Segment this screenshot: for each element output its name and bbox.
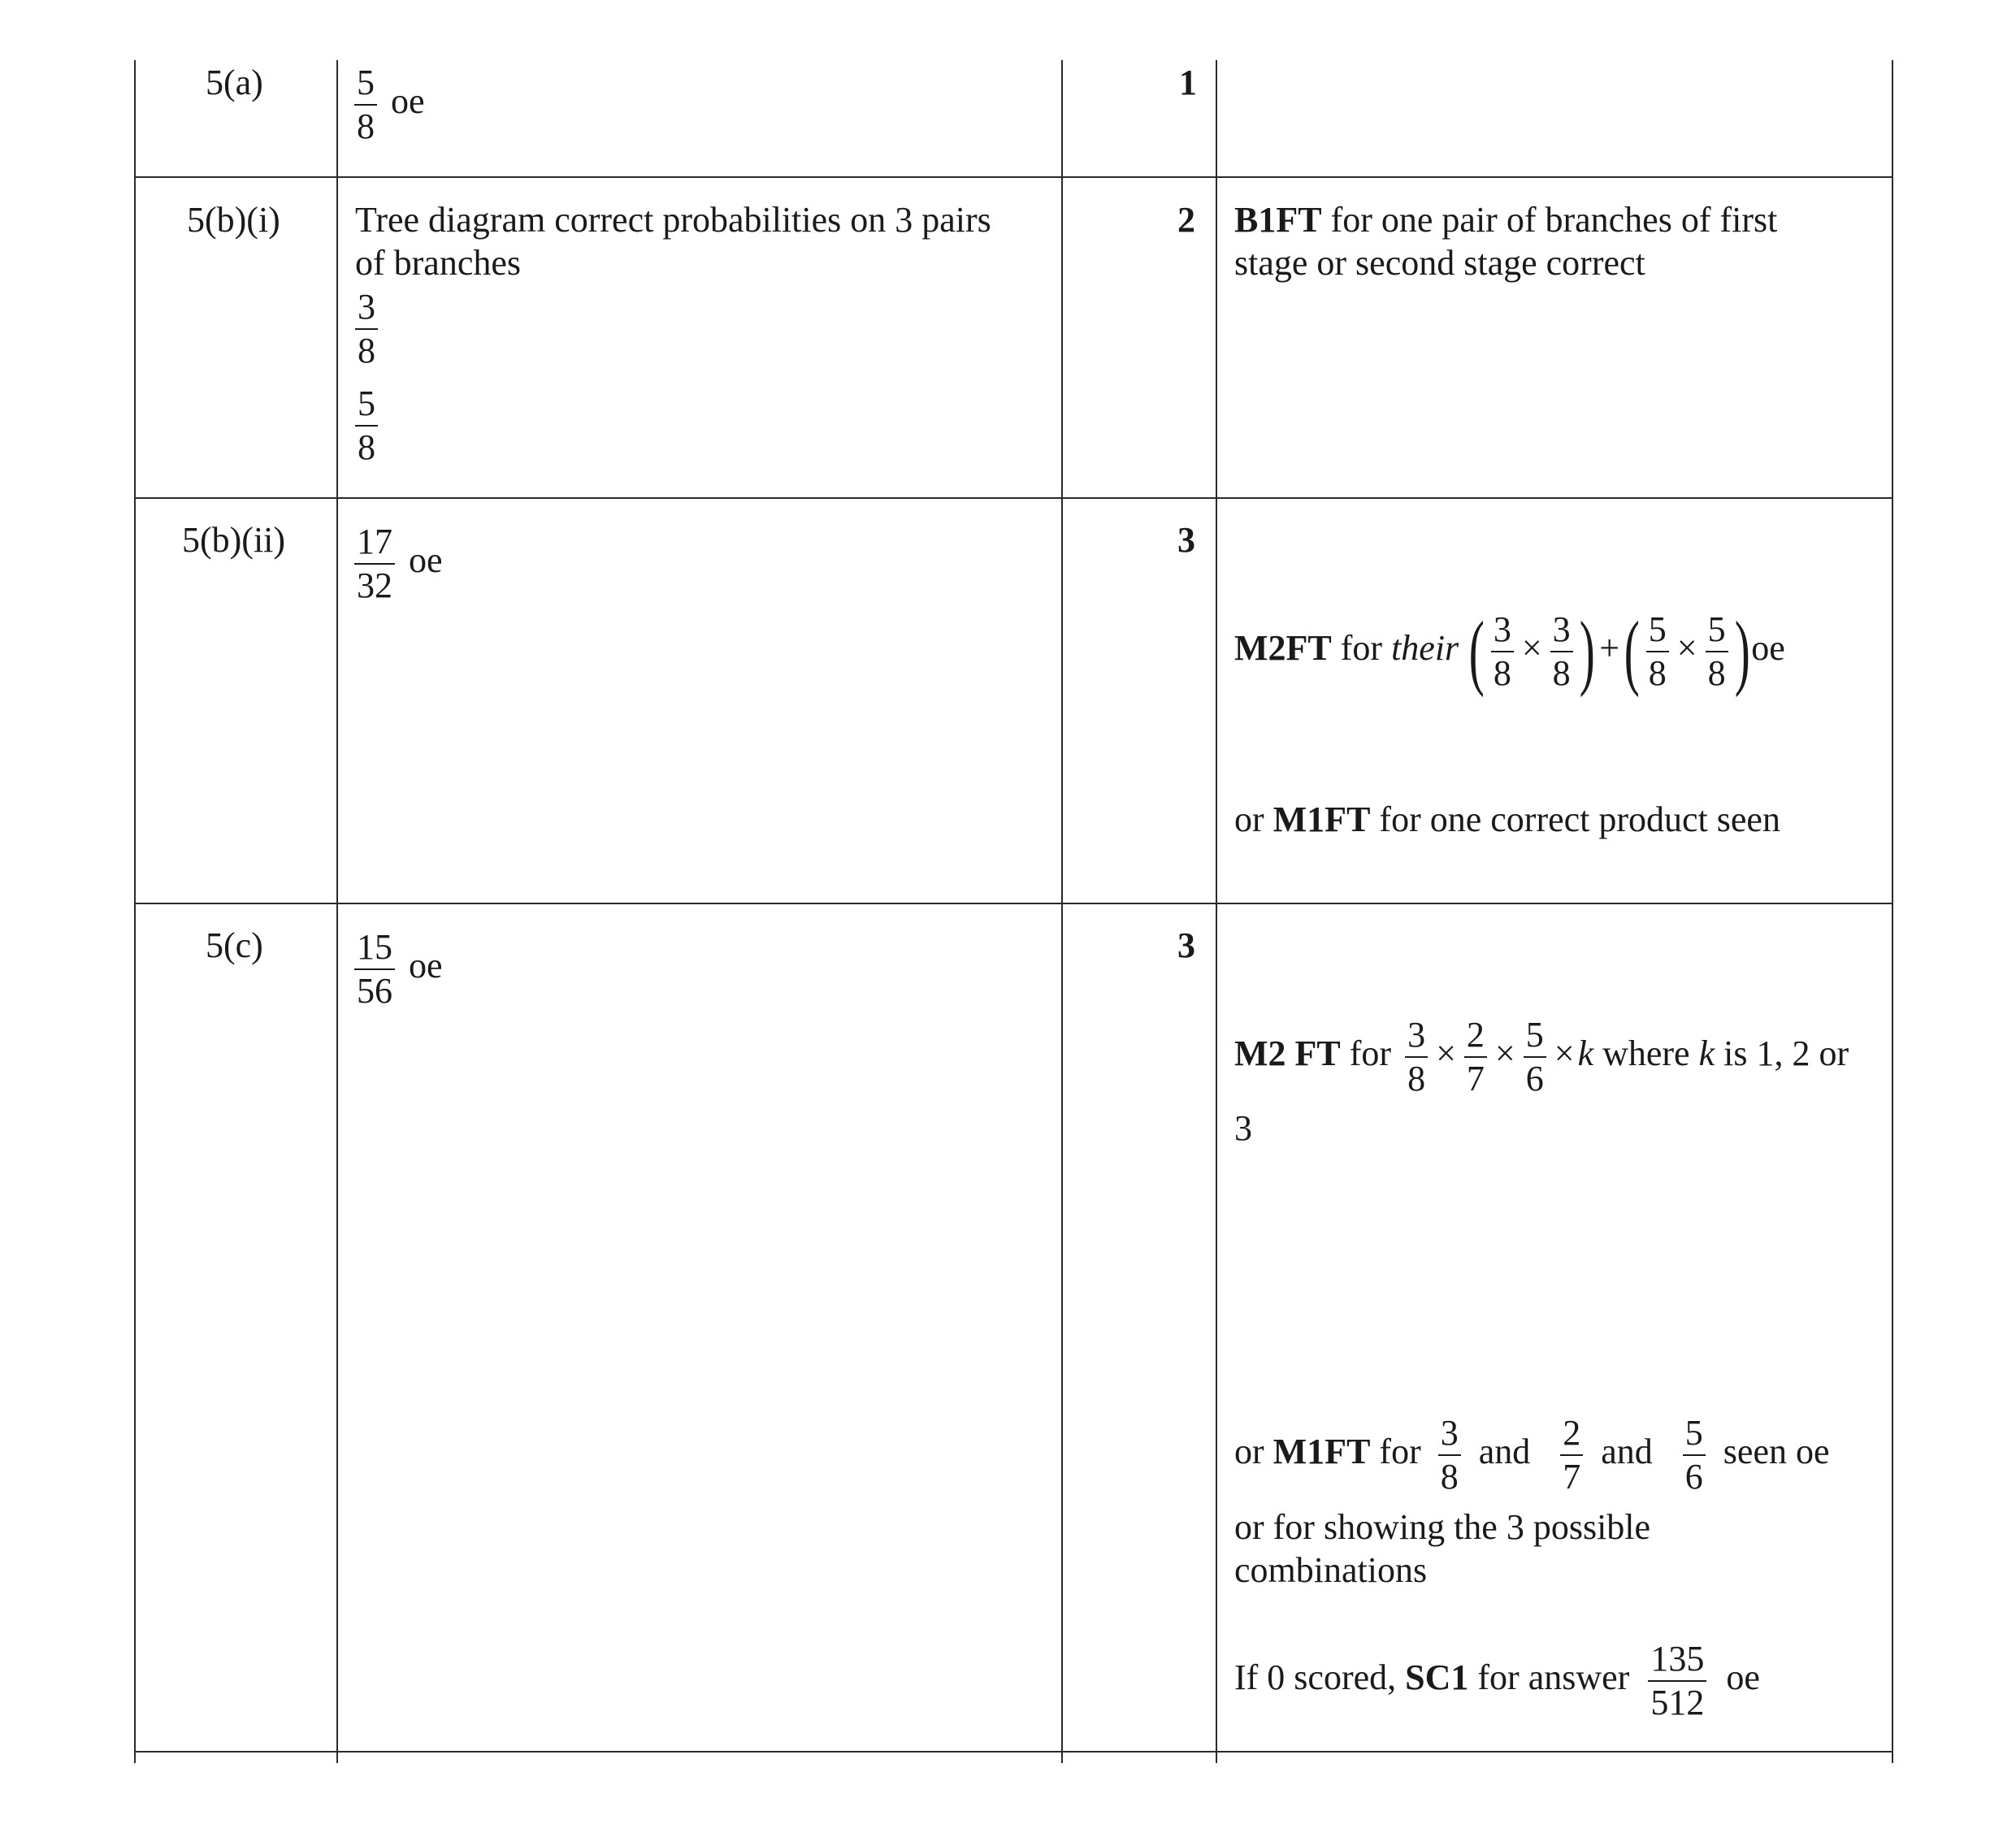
answer-cell	[354, 929, 443, 1009]
answer-fraction: $\frac{5}{8}$	[355, 386, 383, 466]
question-number: 5(a)	[206, 63, 263, 102]
row-divider-2	[134, 497, 1893, 499]
answer-fraction: $\frac{15}{56}$	[354, 929, 395, 1009]
row-divider-3	[134, 903, 1893, 904]
right-paren: )	[1579, 604, 1595, 698]
guidance-sc-line: If 0 scored, SC1 for answer $\frac{135}{512}$ oe	[1234, 1639, 1760, 1722]
row-divider-4	[134, 1751, 1893, 1753]
right-paren: )	[1734, 604, 1750, 698]
answer-text-line: Tree diagram correct probabilities on 3 pairs	[355, 200, 991, 240]
left-paren: (	[1468, 604, 1485, 698]
guidance-m1-line: or M1FT for $\frac{3}{8}$ and $\frac{2}{7}$ and $\frac{5}{6}$ seen oe	[1234, 1413, 1830, 1497]
answer-suffix: oe	[409, 946, 443, 986]
column-divider-3	[1216, 60, 1217, 1763]
answer-fraction: $\frac{5}{8}$	[354, 65, 377, 145]
question-number: 5(b)(ii)	[182, 520, 286, 560]
answer-suffix: oe	[391, 81, 425, 122]
marks-value: 2	[1177, 200, 1195, 240]
marks-value: 3	[1177, 925, 1195, 965]
table-left-border	[134, 60, 136, 1763]
row-divider-1	[134, 176, 1893, 178]
guidance-m1-line: or M1FT for one correct product seen	[1234, 799, 1780, 839]
guidance-m2-line: M2FT for their ( $\frac{3}{8}$ × $\frac{3}{8}$ ) +( $\frac{5}{8}$ × $\frac{5}{8}$ )oe	[1234, 604, 1785, 698]
guidance-line: stage or second stage correct	[1234, 243, 1645, 283]
table-right-border	[1892, 60, 1893, 1763]
left-paren: (	[1624, 604, 1640, 698]
guidance-line: or for showing the 3 possible	[1234, 1507, 1651, 1547]
question-number: 5(b)(i)	[187, 200, 280, 240]
answer-suffix: oe	[409, 540, 443, 581]
marks-value: 1	[1179, 63, 1197, 102]
answer-text-line: of branches	[355, 243, 522, 283]
question-number: 5(c)	[206, 925, 263, 965]
answer-cell	[354, 65, 425, 145]
guidance-line: 3	[1234, 1108, 1252, 1148]
column-divider-1	[336, 60, 338, 1763]
marks-value: 3	[1177, 520, 1195, 560]
guidance-line: B1FT for one pair of branches of first	[1234, 200, 1778, 240]
answer-cell	[354, 524, 443, 604]
guidance-m2-line: M2 FT for $\frac{3}{8}$ × $\frac{2}{7}$ × $\frac{5}{6}$ ×k where k is 1, 2 or	[1234, 1015, 1849, 1098]
answer-fraction: $\frac{17}{32}$	[354, 524, 395, 604]
answer-fraction: $\frac{3}{8}$	[355, 289, 383, 369]
guidance-line: combinations	[1234, 1550, 1428, 1590]
column-divider-2	[1061, 60, 1063, 1763]
